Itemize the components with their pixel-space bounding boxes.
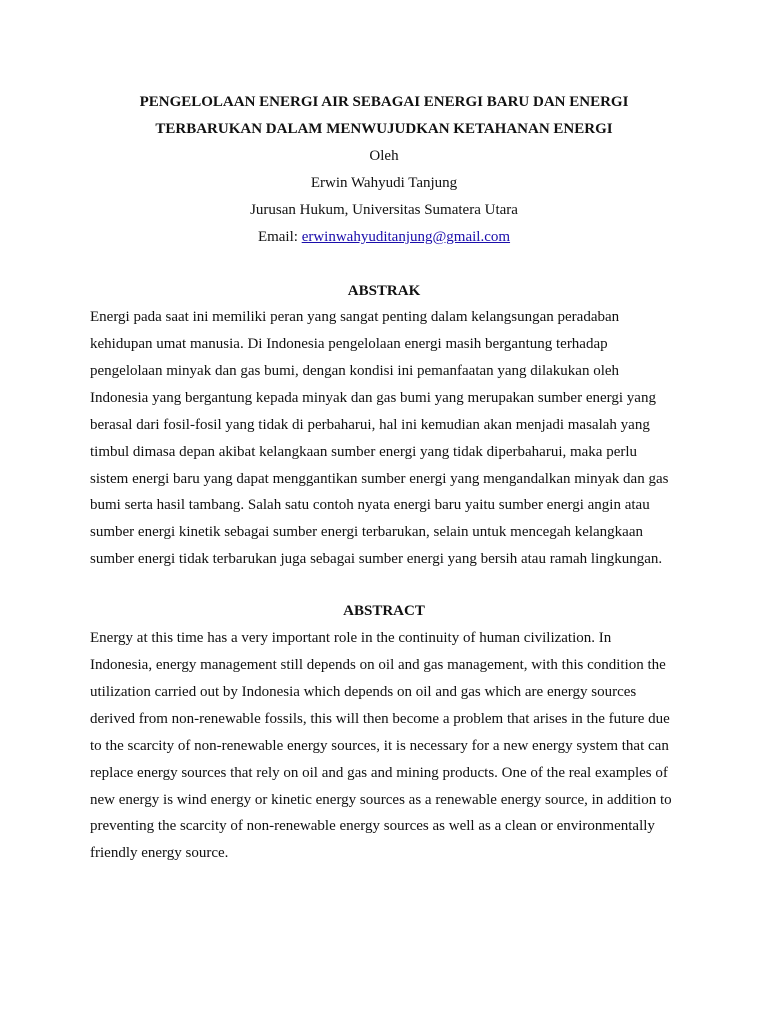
author-email-line	[0, 227, 768, 247]
abstract-line: to the scarcity of non-renewable energy sources, it is necessary for a new energy system that can	[90, 738, 669, 754]
abstrak-line: Energi pada saat ini memiliki peran yang sangat penting dalam kelangsungan peradaban	[90, 309, 620, 325]
email-link[interactable]: erwinwahyuditanjung@gmail.com	[301, 229, 511, 245]
abstrak-line: kehidupan umat manusia. Di Indonesia pengelolaan energi masih bergantung terhadap	[90, 336, 608, 352]
abstract-line: Energy at this time has a very important role in the continuity of human civilization. In	[90, 630, 612, 646]
abstrak-line: pengelolaan minyak dan gas bumi, dengan kondisi ini pemanfaatan yang dilakukan oleh	[90, 363, 620, 379]
author-name: Erwin Wahyudi Tanjung	[310, 175, 458, 191]
abstract-line: Indonesia, energy management still depends on oil and gas management, with this condition the	[90, 657, 666, 673]
abstract-line: new energy is wind energy or kinetic energy sources as a renewable energy source, in addition to	[90, 792, 672, 808]
abstrak-heading: ABSTRAK	[347, 283, 421, 299]
paper-title-line-1: PENGELOLAAN ENERGI AIR SEBAGAI ENERGI BARU DAN ENERGI	[139, 94, 629, 110]
abstrak-line: sumber energi kinetik sebagai sumber energi terbarukan, selain untuk mencegah kelangkaan	[90, 524, 644, 540]
abstrak-line: bumi serta hasil tambang. Salah satu contoh nyata energi baru yaitu sumber energi angin atau	[90, 497, 650, 513]
abstract-line: derived from non-renewable fossils, this will then become a problem that arises in the future due	[90, 711, 670, 727]
abstrak-line: timbul dimasa depan akibat kelangkaan sumber energi yang tidak diperbaharui, maka perlu	[90, 444, 638, 460]
abstract-line: utilization carried out by Indonesia which depends on oil and gas which are energy sources	[90, 684, 637, 700]
abstrak-line: sumber energi tidak terbarukan juga sebagai sumber energi yang bersih atau ramah lingkungan.	[90, 551, 663, 567]
author-affiliation: Jurusan Hukum, Universitas Sumatera Utara	[250, 202, 518, 218]
byline-label: Oleh	[369, 148, 399, 164]
abstrak-line: sistem energi baru yang dapat menggantikan sumber energi yang mengandalkan minyak dan gas	[90, 471, 669, 487]
abstrak-line: berasal dari fosil-fosil yang tidak di perbaharui, hal ini kemudian akan menjadi masalah yang	[90, 417, 650, 433]
abstract-line: friendly energy source.	[90, 845, 229, 861]
abstrak-line: Indonesia yang bergantung kepada minyak dan gas bumi yang merupakan sumber energi yang	[90, 390, 656, 406]
abstract-line: replace energy sources that rely on oil and gas and mining products. One of the real examples of	[90, 765, 668, 781]
abstract-heading: ABSTRACT	[343, 603, 425, 619]
email-label: Email:	[257, 229, 302, 245]
paper-title-line-2: TERBARUKAN DALAM MENWUJUDKAN KETAHANAN ENERGI	[155, 121, 613, 137]
abstract-line: preventing the scarcity of non-renewable energy sources as well as a clean or environmentally	[90, 818, 655, 834]
